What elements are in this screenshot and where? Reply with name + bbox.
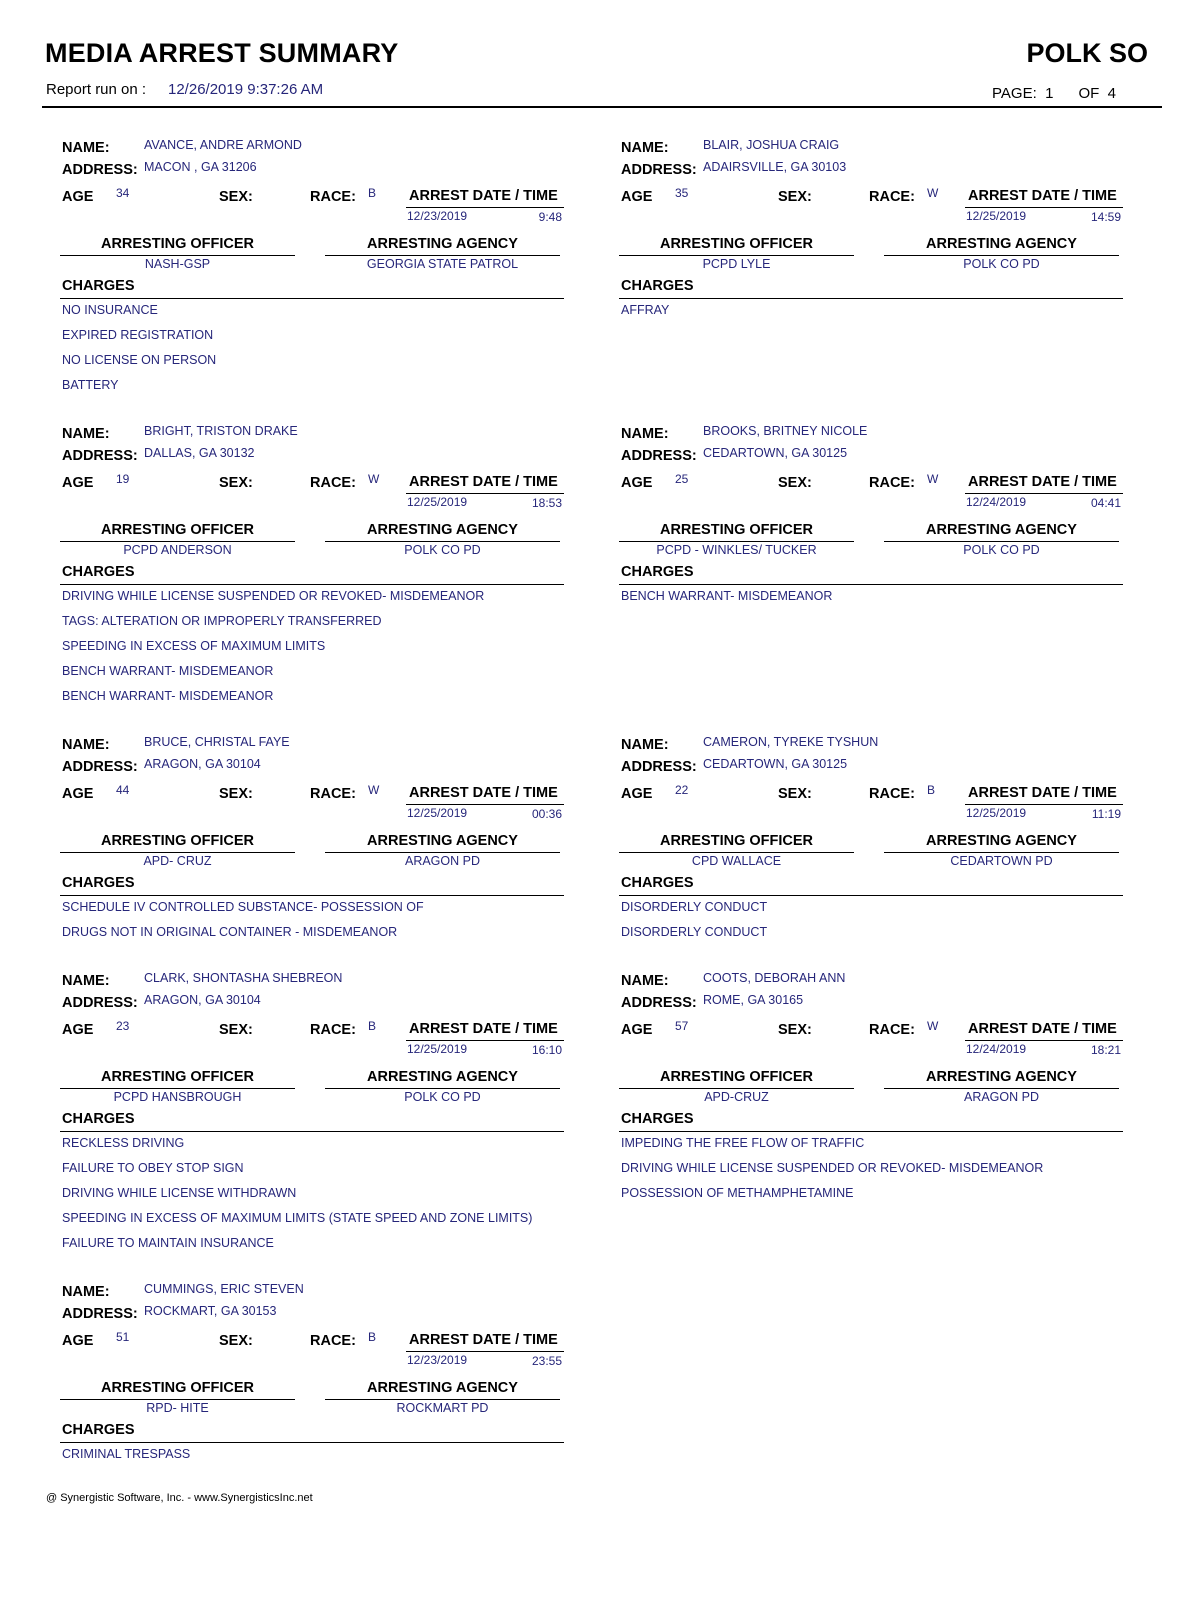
arresting-agency-value: CEDARTOWN PD bbox=[950, 854, 1053, 868]
age-value: 25 bbox=[675, 472, 689, 486]
arresting-agency-underline bbox=[325, 1399, 560, 1400]
sex-label: SEX: bbox=[778, 1022, 812, 1038]
charges-list bbox=[621, 1136, 1043, 1211]
age-value: 35 bbox=[675, 186, 689, 200]
sex-label: SEX: bbox=[219, 786, 253, 802]
race-label: RACE: bbox=[869, 1022, 915, 1038]
page-number: 1 bbox=[1045, 85, 1054, 102]
arrest-time-value: 14:59 bbox=[1090, 210, 1121, 224]
address-label: ADDRESS: bbox=[62, 162, 138, 178]
name-label: NAME: bbox=[621, 140, 669, 156]
page-label: PAGE: bbox=[992, 85, 1037, 102]
report-run-value: 12/26/2019 9:37:26 AM bbox=[168, 81, 324, 98]
arresting-agency-label: ARRESTING AGENCY bbox=[367, 1069, 518, 1085]
age-label: AGE bbox=[62, 189, 94, 205]
charge-item: NO INSURANCE bbox=[62, 303, 158, 317]
name-value: BLAIR, JOSHUA CRAIG bbox=[703, 138, 840, 152]
sex-label: SEX: bbox=[219, 475, 253, 491]
address-label: ADDRESS: bbox=[62, 995, 138, 1011]
arresting-agency-underline bbox=[325, 541, 560, 542]
arrest-datetime-label: ARREST DATE / TIME bbox=[968, 785, 1117, 801]
age-value: 34 bbox=[116, 186, 130, 200]
arrest-record bbox=[42, 961, 562, 1291]
page-indicator bbox=[992, 85, 1116, 102]
of-label: OF bbox=[1078, 85, 1100, 102]
arresting-officer-value: CPD WALLACE bbox=[691, 854, 782, 868]
arrest-datetime-label: ARREST DATE / TIME bbox=[409, 1021, 558, 1037]
charge-item: SPEEDING IN EXCESS OF MAXIMUM LIMITS bbox=[62, 639, 326, 653]
age-value: 57 bbox=[675, 1019, 689, 1033]
charge-item: BATTERY bbox=[62, 378, 119, 392]
charge-item: NO LICENSE ON PERSON bbox=[62, 353, 217, 367]
name-label: NAME: bbox=[62, 140, 110, 156]
age-value: 23 bbox=[116, 1019, 130, 1033]
arrest-time-value: 00:36 bbox=[531, 807, 562, 821]
charge-item: AFFRAY bbox=[621, 303, 670, 317]
charges-label: CHARGES bbox=[62, 875, 135, 891]
charge-item: DRIVING WHILE LICENSE WITHDRAWN bbox=[62, 1186, 297, 1200]
race-value: W bbox=[368, 472, 380, 486]
arrest-time-value: 11:19 bbox=[1091, 807, 1121, 821]
arrest-time-value: 23:55 bbox=[531, 1354, 562, 1368]
agency-title: POLK SO bbox=[1026, 38, 1148, 68]
arresting-officer-label: ARRESTING OFFICER bbox=[659, 833, 814, 849]
name-label: NAME: bbox=[621, 426, 669, 442]
charges-label: CHARGES bbox=[621, 278, 694, 294]
arrest-datetime-label: ARREST DATE / TIME bbox=[409, 188, 558, 204]
arrest-datetime-underline bbox=[406, 207, 564, 208]
age-label: AGE bbox=[62, 1333, 94, 1349]
address-label: ADDRESS: bbox=[621, 162, 697, 178]
race-value: W bbox=[368, 783, 380, 797]
charge-item: SPEEDING IN EXCESS OF MAXIMUM LIMITS (STATE SPEED AND ZONE LIMITS) bbox=[62, 1211, 533, 1225]
age-label: AGE bbox=[62, 475, 94, 491]
arrest-datetime-underline bbox=[965, 1040, 1123, 1041]
name-label: NAME: bbox=[621, 973, 669, 989]
address-value: CEDARTOWN, GA 30125 bbox=[703, 446, 848, 460]
arresting-agency-label: ARRESTING AGENCY bbox=[926, 236, 1077, 252]
arresting-officer-value: NASH-GSP bbox=[144, 257, 211, 271]
charges-underline bbox=[619, 895, 1123, 896]
arresting-agency-label: ARRESTING AGENCY bbox=[367, 236, 518, 252]
arresting-agency-value: POLK CO PD bbox=[963, 543, 1040, 557]
charge-item: RECKLESS DRIVING bbox=[62, 1136, 185, 1150]
arresting-officer-underline bbox=[619, 1088, 854, 1089]
arresting-agency-underline bbox=[325, 255, 560, 256]
charges-label: CHARGES bbox=[62, 1111, 135, 1127]
arresting-officer-underline bbox=[60, 852, 295, 853]
arresting-agency-label: ARRESTING AGENCY bbox=[926, 1069, 1077, 1085]
arresting-officer-value: PCPD - WINKLES/ TUCKER bbox=[656, 543, 817, 557]
arrest-record bbox=[601, 128, 1121, 458]
arrest-datetime-label: ARREST DATE / TIME bbox=[409, 474, 558, 490]
arresting-officer-label: ARRESTING OFFICER bbox=[100, 236, 255, 252]
race-label: RACE: bbox=[310, 1022, 356, 1038]
address-value: ARAGON, GA 30104 bbox=[144, 993, 261, 1007]
arresting-agency-value: ROCKMART PD bbox=[396, 1401, 489, 1415]
arresting-agency-underline bbox=[884, 1088, 1119, 1089]
charge-item: FAILURE TO MAINTAIN INSURANCE bbox=[62, 1236, 274, 1250]
race-value: W bbox=[927, 186, 939, 200]
race-label: RACE: bbox=[869, 475, 915, 491]
age-label: AGE bbox=[621, 1022, 653, 1038]
arresting-agency-value: GEORGIA STATE PATROL bbox=[366, 257, 519, 271]
charges-label: CHARGES bbox=[62, 1422, 135, 1438]
charges-label: CHARGES bbox=[621, 875, 694, 891]
race-label: RACE: bbox=[310, 1333, 356, 1349]
address-label: ADDRESS: bbox=[62, 759, 138, 775]
charge-item: DRIVING WHILE LICENSE SUSPENDED OR REVOKED- MISDEMEANOR bbox=[621, 1161, 1044, 1175]
arresting-officer-underline bbox=[60, 541, 295, 542]
age-label: AGE bbox=[621, 475, 653, 491]
arresting-agency-label: ARRESTING AGENCY bbox=[367, 522, 518, 538]
page-total: 4 bbox=[1107, 85, 1116, 102]
charge-item: BENCH WARRANT- MISDEMEANOR bbox=[62, 664, 274, 678]
arresting-agency-label: ARRESTING AGENCY bbox=[926, 833, 1077, 849]
address-label: ADDRESS: bbox=[62, 1306, 138, 1322]
race-label: RACE: bbox=[869, 786, 915, 802]
arresting-officer-underline bbox=[60, 1088, 295, 1089]
report-title: MEDIA ARREST SUMMARY bbox=[45, 38, 399, 68]
arrest-datetime-underline bbox=[965, 493, 1123, 494]
arresting-officer-value: PCPD ANDERSON bbox=[123, 543, 232, 557]
address-value: DALLAS, GA 30132 bbox=[144, 446, 255, 460]
arrest-datetime-label: ARREST DATE / TIME bbox=[968, 474, 1117, 490]
address-value: ROCKMART, GA 30153 bbox=[144, 1304, 277, 1318]
age-label: AGE bbox=[62, 786, 94, 802]
age-value: 51 bbox=[116, 1330, 130, 1344]
name-label: NAME: bbox=[621, 737, 669, 753]
charges-underline bbox=[60, 298, 564, 299]
age-value: 19 bbox=[116, 472, 130, 486]
arresting-officer-underline bbox=[619, 541, 854, 542]
arrest-date-value: 12/25/2019 bbox=[966, 209, 1027, 223]
charges-list bbox=[62, 589, 484, 714]
address-value: ADAIRSVILLE, GA 30103 bbox=[703, 160, 847, 174]
sex-label: SEX: bbox=[219, 1333, 253, 1349]
address-value: CEDARTOWN, GA 30125 bbox=[703, 757, 848, 771]
arresting-agency-value: POLK CO PD bbox=[963, 257, 1040, 271]
arresting-officer-value: PCPD HANSBROUGH bbox=[113, 1090, 242, 1104]
race-label: RACE: bbox=[869, 189, 915, 205]
arrest-datetime-label: ARREST DATE / TIME bbox=[409, 1332, 558, 1348]
arresting-officer-label: ARRESTING OFFICER bbox=[659, 522, 814, 538]
arresting-officer-value: PCPD LYLE bbox=[702, 257, 771, 271]
charges-label: CHARGES bbox=[621, 1111, 694, 1127]
arrest-datetime-underline bbox=[406, 1351, 564, 1352]
arresting-officer-label: ARRESTING OFFICER bbox=[100, 833, 255, 849]
age-value: 22 bbox=[675, 783, 689, 797]
charge-item: FAILURE TO OBEY STOP SIGN bbox=[62, 1161, 244, 1175]
charges-underline bbox=[60, 1131, 564, 1132]
address-label: ADDRESS: bbox=[621, 759, 697, 775]
charges-underline bbox=[619, 1131, 1123, 1132]
charge-item: IMPEDING THE FREE FLOW OF TRAFFIC bbox=[621, 1136, 865, 1150]
race-value: B bbox=[368, 1019, 377, 1033]
arresting-officer-underline bbox=[60, 1399, 295, 1400]
arrest-datetime-underline bbox=[406, 804, 564, 805]
charge-item: EXPIRED REGISTRATION bbox=[62, 328, 214, 342]
name-value: BROOKS, BRITNEY NICOLE bbox=[703, 424, 868, 438]
charges-list bbox=[621, 589, 832, 614]
arresting-officer-label: ARRESTING OFFICER bbox=[100, 1069, 255, 1085]
arrest-time-value: 9:48 bbox=[538, 210, 562, 224]
charges-underline bbox=[60, 1442, 564, 1443]
race-label: RACE: bbox=[310, 189, 356, 205]
charges-list bbox=[62, 1136, 532, 1261]
arrest-date-value: 12/23/2019 bbox=[407, 209, 468, 223]
charge-item: DISORDERLY CONDUCT bbox=[621, 900, 768, 914]
name-label: NAME: bbox=[62, 426, 110, 442]
sex-label: SEX: bbox=[778, 189, 812, 205]
charges-label: CHARGES bbox=[62, 564, 135, 580]
charges-underline bbox=[60, 895, 564, 896]
arresting-agency-value: POLK CO PD bbox=[404, 543, 481, 557]
arrest-date-value: 12/24/2019 bbox=[966, 1042, 1027, 1056]
charges-underline bbox=[619, 298, 1123, 299]
arrest-datetime-underline bbox=[965, 804, 1123, 805]
race-value: W bbox=[927, 1019, 939, 1033]
arrest-date-value: 12/24/2019 bbox=[966, 495, 1027, 509]
arresting-agency-underline bbox=[884, 541, 1119, 542]
address-value: ROME, GA 30165 bbox=[703, 993, 804, 1007]
arresting-agency-underline bbox=[884, 255, 1119, 256]
arresting-officer-label: ARRESTING OFFICER bbox=[659, 236, 814, 252]
arrest-record bbox=[601, 414, 1121, 744]
arresting-agency-value: ARAGON PD bbox=[404, 854, 480, 868]
arrest-datetime-label: ARREST DATE / TIME bbox=[409, 785, 558, 801]
arrest-time-value: 18:21 bbox=[1090, 1043, 1121, 1057]
name-label: NAME: bbox=[62, 737, 110, 753]
age-label: AGE bbox=[621, 786, 653, 802]
name-value: COOTS, DEBORAH ANN bbox=[703, 971, 846, 985]
arrest-time-value: 18:53 bbox=[531, 496, 562, 510]
charges-underline bbox=[60, 584, 564, 585]
charge-item: BENCH WARRANT- MISDEMEANOR bbox=[621, 589, 833, 603]
charges-list bbox=[621, 303, 669, 328]
arresting-officer-value: RPD- HITE bbox=[146, 1401, 209, 1415]
name-label: NAME: bbox=[62, 1284, 110, 1300]
name-value: AVANCE, ANDRE ARMOND bbox=[144, 138, 302, 152]
charges-label: CHARGES bbox=[62, 278, 135, 294]
charge-item: DRUGS NOT IN ORIGINAL CONTAINER - MISDEMEANOR bbox=[62, 925, 398, 939]
race-value: B bbox=[368, 186, 377, 200]
name-value: BRIGHT, TRISTON DRAKE bbox=[144, 424, 298, 438]
arrest-date-value: 12/25/2019 bbox=[407, 806, 468, 820]
race-value: B bbox=[927, 783, 936, 797]
arresting-agency-underline bbox=[325, 1088, 560, 1089]
arrest-record bbox=[42, 414, 562, 744]
sex-label: SEX: bbox=[778, 786, 812, 802]
charge-item: DISORDERLY CONDUCT bbox=[621, 925, 768, 939]
race-label: RACE: bbox=[310, 786, 356, 802]
arrest-time-value: 04:41 bbox=[1090, 496, 1121, 510]
arresting-officer-label: ARRESTING OFFICER bbox=[659, 1069, 814, 1085]
name-value: CAMERON, TYREKE TYSHUN bbox=[703, 735, 879, 749]
arresting-agency-label: ARRESTING AGENCY bbox=[367, 1380, 518, 1396]
arrest-time-value: 16:10 bbox=[531, 1043, 562, 1057]
address-label: ADDRESS: bbox=[621, 448, 697, 464]
sex-label: SEX: bbox=[778, 475, 812, 491]
arrest-date-value: 12/25/2019 bbox=[407, 1042, 468, 1056]
report-run-label: Report run on : bbox=[46, 81, 147, 98]
arresting-officer-value: APD-CRUZ bbox=[704, 1090, 769, 1104]
arresting-officer-underline bbox=[619, 852, 854, 853]
race-value: B bbox=[368, 1330, 377, 1344]
name-value: CUMMINGS, ERIC STEVEN bbox=[144, 1282, 304, 1296]
charges-list bbox=[62, 303, 216, 403]
charge-item: TAGS: ALTERATION OR IMPROPERLY TRANSFERRED bbox=[62, 614, 382, 628]
race-value: W bbox=[927, 472, 939, 486]
name-value: BRUCE, CHRISTAL FAYE bbox=[144, 735, 290, 749]
arresting-agency-underline bbox=[884, 852, 1119, 853]
charge-item: SCHEDULE IV CONTROLLED SUBSTANCE- POSSESSION OF bbox=[62, 900, 424, 914]
arresting-officer-label: ARRESTING OFFICER bbox=[100, 522, 255, 538]
charge-item: BENCH WARRANT- MISDEMEANOR bbox=[62, 689, 274, 703]
arrest-datetime-underline bbox=[406, 1040, 564, 1041]
arresting-officer-value: APD- CRUZ bbox=[143, 854, 212, 868]
charge-item: POSSESSION OF METHAMPHETAMINE bbox=[621, 1186, 854, 1200]
age-label: AGE bbox=[62, 1022, 94, 1038]
arrest-record bbox=[42, 1272, 562, 1602]
arresting-officer-underline bbox=[619, 255, 854, 256]
address-label: ADDRESS: bbox=[621, 995, 697, 1011]
sex-label: SEX: bbox=[219, 1022, 253, 1038]
arrest-datetime-label: ARREST DATE / TIME bbox=[968, 188, 1117, 204]
age-label: AGE bbox=[621, 189, 653, 205]
charges-underline bbox=[619, 584, 1123, 585]
header-divider bbox=[42, 106, 1162, 108]
arresting-agency-value: POLK CO PD bbox=[404, 1090, 481, 1104]
age-value: 44 bbox=[116, 783, 130, 797]
charges-list bbox=[62, 1447, 190, 1472]
name-label: NAME: bbox=[62, 973, 110, 989]
arresting-agency-value: ARAGON PD bbox=[963, 1090, 1039, 1104]
arrest-datetime-underline bbox=[965, 207, 1123, 208]
address-label: ADDRESS: bbox=[62, 448, 138, 464]
charges-label: CHARGES bbox=[621, 564, 694, 580]
arresting-agency-underline bbox=[325, 852, 560, 853]
charge-item: DRIVING WHILE LICENSE SUSPENDED OR REVOKED- MISDEMEANOR bbox=[62, 589, 485, 603]
footer-copyright: @ Synergistic Software, Inc. - www.SynergisticsInc.net bbox=[46, 1492, 313, 1504]
arrest-date-value: 12/25/2019 bbox=[407, 495, 468, 509]
charges-list bbox=[621, 900, 767, 950]
sex-label: SEX: bbox=[219, 189, 253, 205]
arrest-date-value: 12/23/2019 bbox=[407, 1353, 468, 1367]
arrest-datetime-label: ARREST DATE / TIME bbox=[968, 1021, 1117, 1037]
arresting-agency-label: ARRESTING AGENCY bbox=[926, 522, 1077, 538]
name-value: CLARK, SHONTASHA SHEBREON bbox=[144, 971, 343, 985]
arresting-officer-underline bbox=[60, 255, 295, 256]
arresting-officer-label: ARRESTING OFFICER bbox=[100, 1380, 255, 1396]
race-label: RACE: bbox=[310, 475, 356, 491]
arrest-date-value: 12/25/2019 bbox=[966, 806, 1027, 820]
address-value: ARAGON, GA 30104 bbox=[144, 757, 261, 771]
address-value: MACON , GA 31206 bbox=[144, 160, 257, 174]
charge-item: CRIMINAL TRESPASS bbox=[62, 1447, 191, 1461]
arresting-agency-label: ARRESTING AGENCY bbox=[367, 833, 518, 849]
arrest-record bbox=[42, 128, 562, 458]
arrest-datetime-underline bbox=[406, 493, 564, 494]
arrest-record bbox=[601, 961, 1121, 1291]
charges-list bbox=[62, 900, 424, 950]
